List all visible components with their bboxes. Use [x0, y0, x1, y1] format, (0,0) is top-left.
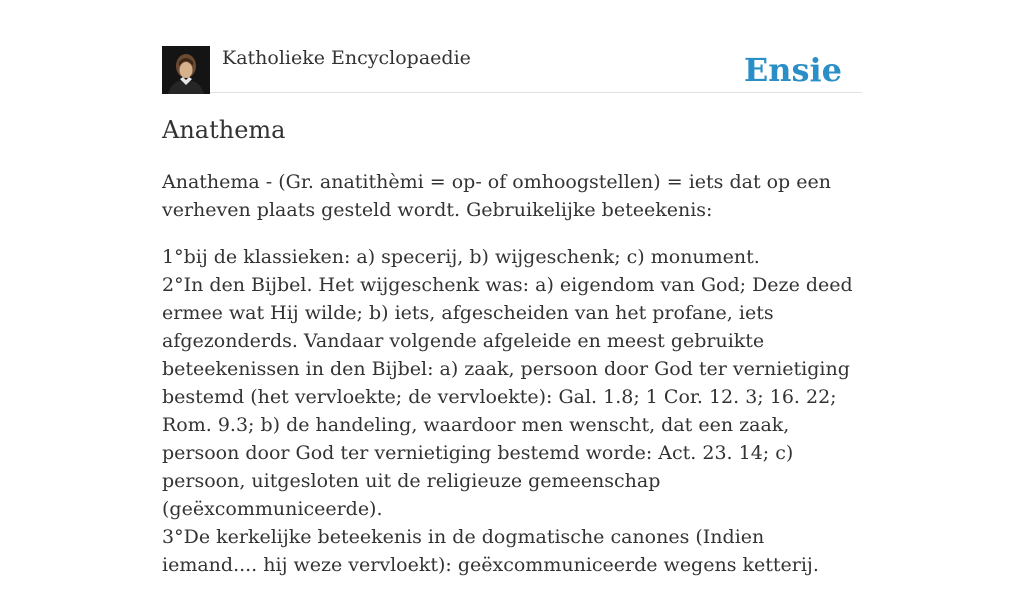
- entry-item-1: 1°bij de klassieken: a) specerij, b) wijgeschenk; c) monument.: [162, 246, 760, 268]
- entry-item-2: 2°In den Bijbel. Het wijgeschenk was: a) eigendom van God; Deze deed ermee wat Hij wilde; b) iets, afgescheiden van het profane, iets afgezonderds. Vandaar volgende afgeleide en meest gebruikte beteekenissen in den Bijbel: a) zaak, persoon door God ter vernietiging bestemd (het vervloekte; de vervloekte): Gal. 1.8; 1 Cor. 12. 3; 16. 22; Rom. 9.3; b) de handeling, waardoor men wenscht, dat een zaak, persoon door God ter vernietiging bestemd worde: Act. 23. 14; c) persoon, uitgesloten uit de religieuze gemeenschap (geëxcommuniceerde).: [162, 274, 853, 520]
- entry-intro: Anathema - (Gr. anatithèmi = op- of omhoogstellen) = iets dat op een verheven plaats gesteld wordt. Gebruikelijke beteekenis:: [162, 171, 831, 221]
- site-header: [162, 44, 862, 93]
- ensie-logo-link[interactable]: Ensie: [743, 51, 842, 89]
- avatar[interactable]: [162, 46, 210, 94]
- entry-item-3: 3°De kerkelijke beteekenis in de dogmatische canones (Indien iemand.... hij weze vervloekt): geëxcommuniceerde wegens ketterij.: [162, 526, 819, 576]
- entry-title: Anathema: [162, 116, 286, 144]
- entry-items: [162, 243, 862, 579]
- portrait-icon: [162, 46, 210, 94]
- site-title[interactable]: Katholieke Encyclopaedie: [222, 47, 471, 69]
- entry-body: [162, 168, 862, 598]
